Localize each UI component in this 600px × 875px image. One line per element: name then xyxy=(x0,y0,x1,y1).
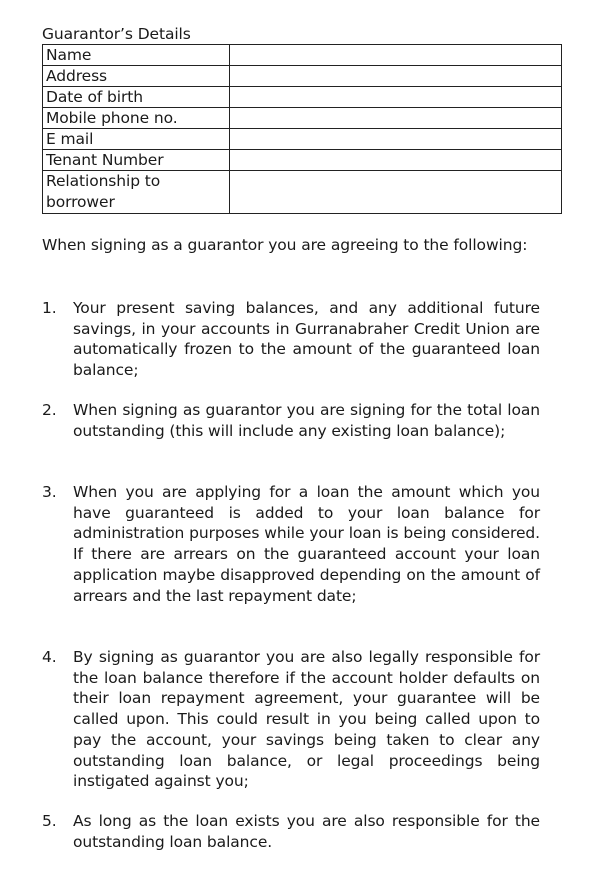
field-value-email[interactable] xyxy=(229,129,561,150)
field-label-tenant-number: Tenant Number xyxy=(43,150,230,171)
field-label-name: Name xyxy=(43,45,230,66)
field-label-date-of-birth: Date of birth xyxy=(43,87,230,108)
field-value-date-of-birth[interactable] xyxy=(229,87,561,108)
table-row xyxy=(43,171,562,214)
field-value-address[interactable] xyxy=(229,66,561,87)
list-item xyxy=(42,482,540,606)
term-text: Your present saving balances, and any additional future savings, in your accounts in Gurranabraher Credit Union are automatically frozen to the amount of the guaranteed loan balance; xyxy=(73,299,540,380)
term-text: When you are applying for a loan the amount which you have guaranteed is added to your loan balance for administration purposes while your loan is being considered. If there are arrears on the guaranteed account your loan application maybe disapproved depending on the amount of arrears and the last repayment date; xyxy=(73,483,540,605)
term-number: 1. xyxy=(42,299,57,317)
field-label-address: Address xyxy=(43,66,230,87)
table-row xyxy=(43,108,562,129)
table-row xyxy=(43,45,562,66)
field-label-relationship: Relationship to borrower xyxy=(43,171,230,214)
table-row xyxy=(43,150,562,171)
table-row xyxy=(43,66,562,87)
field-label-mobile-phone: Mobile phone no. xyxy=(43,108,230,129)
table-row xyxy=(43,87,562,108)
term-number: 2. xyxy=(42,401,57,419)
term-number: 4. xyxy=(42,648,57,666)
section-title: Guarantor’s Details xyxy=(42,25,191,43)
list-item xyxy=(42,811,540,852)
list-item xyxy=(42,647,540,792)
term-text: When signing as guarantor you are signing for the total loan outstanding (this will include any existing loan balance); xyxy=(73,401,540,440)
list-item xyxy=(42,298,540,381)
term-number: 5. xyxy=(42,812,57,830)
table-row xyxy=(43,129,562,150)
term-number: 3. xyxy=(42,483,57,501)
agreement-intro: When signing as a guarantor you are agreeing to the following: xyxy=(42,236,528,254)
field-value-mobile-phone[interactable] xyxy=(229,108,561,129)
field-value-relationship[interactable] xyxy=(229,171,561,214)
list-item xyxy=(42,400,540,441)
field-label-email: E mail xyxy=(43,129,230,150)
field-value-tenant-number[interactable] xyxy=(229,150,561,171)
term-text: As long as the loan exists you are also responsible for the outstanding loan balance. xyxy=(73,812,540,851)
field-value-name[interactable] xyxy=(229,45,561,66)
guarantor-details-table xyxy=(42,44,562,214)
term-text: By signing as guarantor you are also legally responsible for the loan balance therefore if the account holder defaults on their loan repayment agreement, your guarantee will be called upon. This could result in you being called upon to pay the account, your savings being taken to clear any outstanding loan balance, or legal proceedings being instigated against you; xyxy=(73,648,540,791)
